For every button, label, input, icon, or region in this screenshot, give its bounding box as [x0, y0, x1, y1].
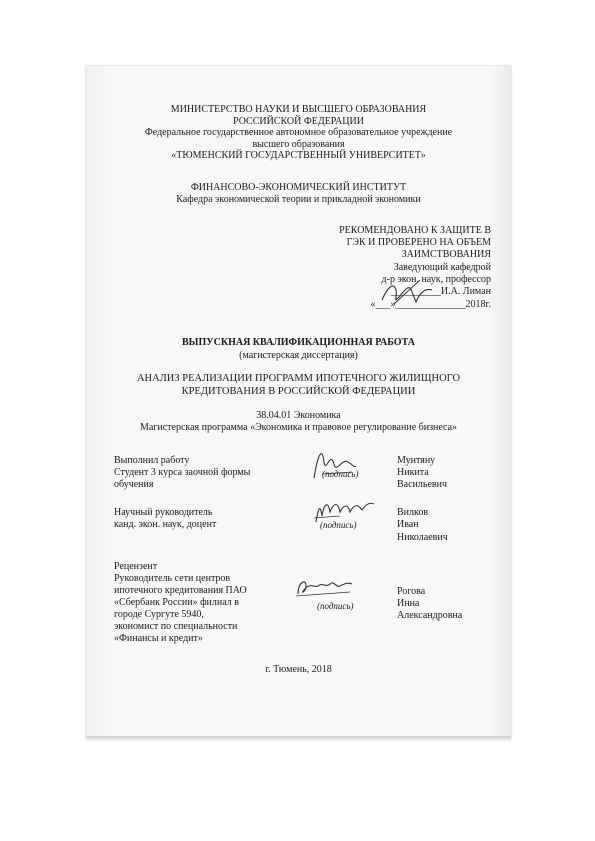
author-sign-label: (подпись) [322, 469, 359, 479]
header-line-5: «ТЮМЕНСКИЙ ГОСУДАРСТВЕННЫЙ УНИВЕРСИТЕТ» [171, 150, 426, 161]
document-page [86, 66, 511, 738]
reviewer-role-7: «Финансы и кредит» [114, 633, 203, 644]
department-name: Кафедра экономической теории и прикладной экономики [176, 193, 421, 205]
reviewer-name: Инна [397, 598, 420, 609]
work-program: Магистерская программа «Экономика и правовое регулирование бизнеса» [139, 422, 458, 433]
author-role-3: обучения [114, 479, 154, 490]
approval-line-2: ГЭК И ПРОВЕРЕНО НА ОБЪЕМ [346, 237, 491, 248]
work-title [86, 372, 511, 398]
reviewer-role-1: Рецензент [114, 561, 158, 572]
approval-line-3: ЗАИМСТВОВАНИЯ [401, 249, 491, 260]
supervisor-sign-label: (подпись) [320, 520, 357, 530]
ministry-header [86, 104, 511, 162]
reviewer-role-3: ипотечного кредитования ПАО [114, 585, 247, 596]
approval-name-line: __________И.А. Лиман [390, 286, 491, 297]
reviewer-signature [292, 574, 356, 600]
approval-date-line: «___»______________2018г. [370, 299, 491, 310]
author-patronymic: Васильевич [397, 479, 447, 490]
author-role-1: Выполнил работу [114, 455, 190, 466]
work-code: 38.04.01 Экономика [256, 410, 341, 421]
work-type: ВЫПУСКНАЯ КВАЛИФИКАЦИОННАЯ РАБОТА [182, 337, 415, 348]
supervisor-role-1: Научный руководитель [114, 507, 213, 518]
reviewer-role-2: Руководитель сети центров [114, 573, 231, 584]
approval-degree: д-р экон. наук, профессор [381, 274, 491, 285]
institute-name: ФИНАНСОВО-ЭКОНОМИЧЕСКИЙ ИНСТИТУТ [190, 182, 407, 193]
head-signature [376, 278, 436, 308]
author-role-2: Студент 3 курса заочной формы [114, 467, 251, 478]
header-line-4: высшего образования [252, 138, 345, 150]
supervisor-patronymic: Николаевич [397, 532, 448, 543]
supervisor-role-2: канд. экон. наук, доцент [114, 519, 217, 530]
reviewer-sign-label: (подпись) [317, 601, 354, 611]
work-title-line-1: АНАЛИЗ РЕАЛИЗАЦИИ ПРОГРАММ ИПОТЕЧНОГО ЖИЛИЩНОГО [136, 373, 461, 384]
author-surname: Мунтяну [397, 455, 436, 466]
header-line-2: РОССИЙСКОЙ ФЕДЕРАЦИИ [233, 115, 364, 127]
work-title-line-2: КРЕДИТОВАНИЯ В РОССИЙСКОЙ ФЕДЕРАЦИИ [181, 386, 416, 397]
work-subtype: (магистерская диссертация) [239, 350, 358, 361]
approval-line-1: РЕКОМЕНДОВАНО К ЗАЩИТЕ В [339, 225, 491, 236]
supervisor-name: Иван [397, 519, 419, 530]
place-year: г. Тюмень, 2018 [265, 664, 332, 675]
reviewer-role-5: городе Сургуте 5940, [114, 609, 204, 620]
reviewer-role-6: экономист по специальности [114, 621, 238, 632]
reviewer-surname: Рогова [397, 586, 426, 597]
approval-position: Заведующий кафедрой [393, 262, 491, 273]
page-bottom-shadow [86, 736, 511, 742]
header-line-3: Федеральное государственное автономное образовательное учреждение [144, 127, 453, 138]
supervisor-surname: Вилков [397, 507, 429, 518]
reviewer-patronymic: Александровна [397, 610, 463, 621]
header-line-1: МИНИСТЕРСТВО НАУКИ И ВЫСШЕГО ОБРАЗОВАНИЯ [170, 104, 427, 115]
author-name: Никита [397, 467, 429, 478]
institute-block [86, 182, 511, 205]
reviewer-role-4: «Сбербанк России» филиал в [114, 597, 239, 608]
